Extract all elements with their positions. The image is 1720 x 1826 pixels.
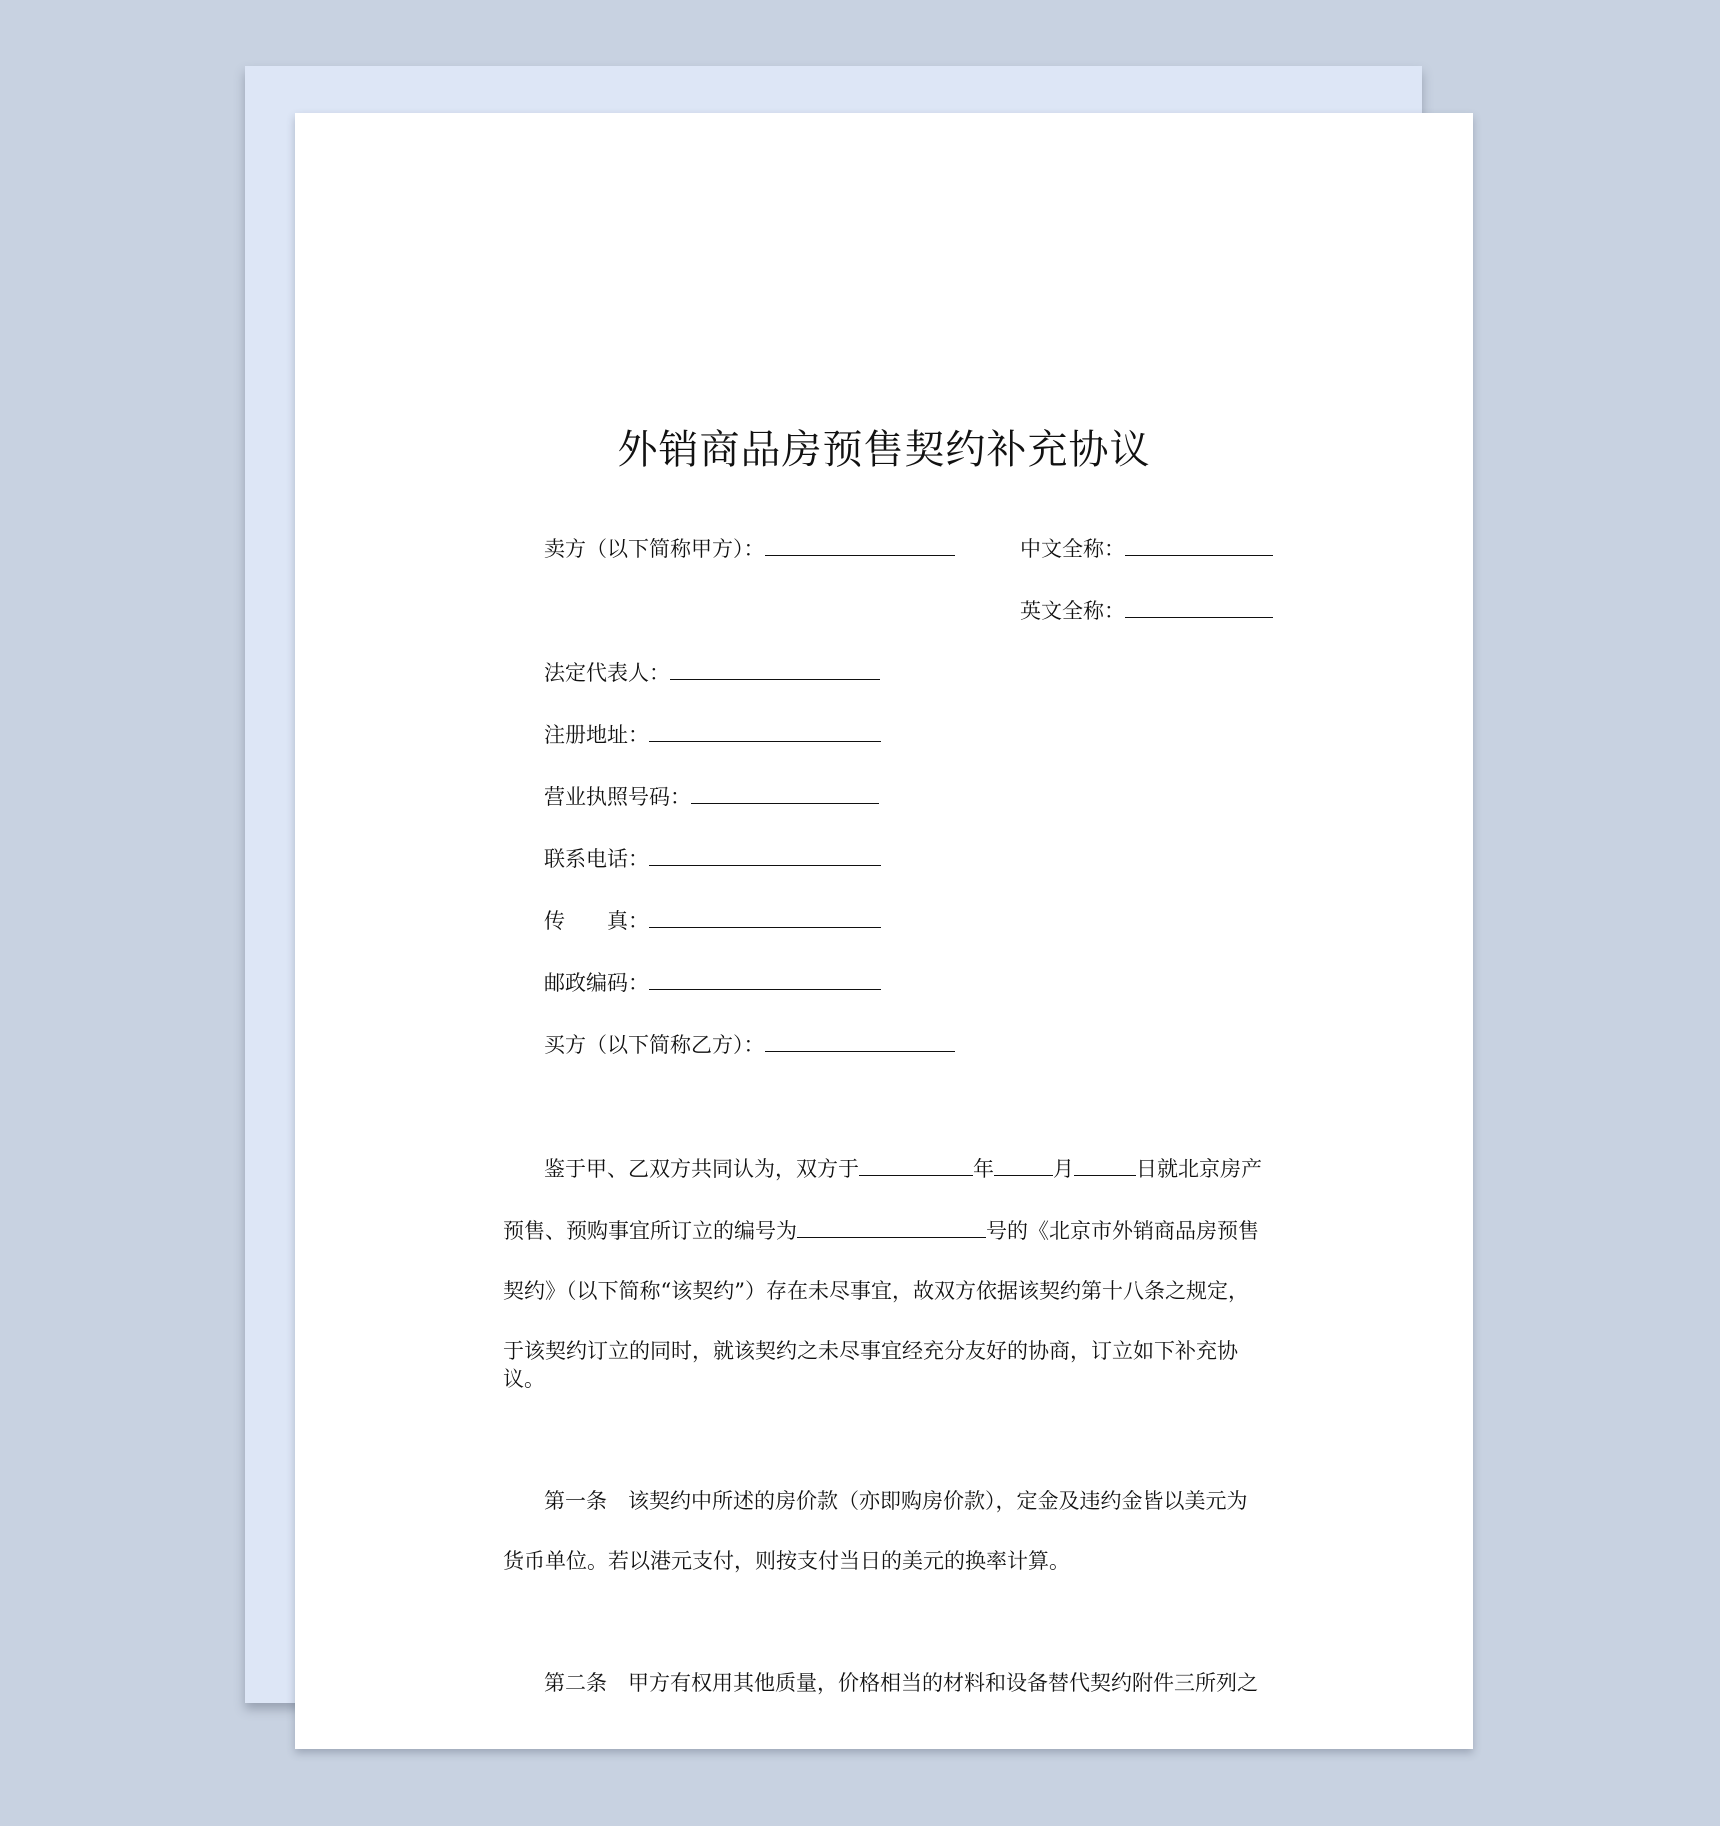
cn-name-label: 中文全称：: [1020, 537, 1125, 561]
spacer: [503, 1091, 1273, 1153]
preamble-line-2: [503, 1215, 1273, 1245]
license-label: 营业执照号码：: [544, 785, 691, 809]
license-field: [503, 781, 1273, 811]
cn-name-field: [1020, 533, 1273, 563]
en-name-field: [1020, 595, 1273, 625]
phone-label: 联系电话：: [544, 847, 649, 871]
seller-field: [503, 533, 955, 563]
spacer: [503, 1607, 1273, 1669]
seller-blank[interactable]: [765, 533, 955, 556]
phone-blank[interactable]: [649, 843, 881, 866]
legal-rep-blank[interactable]: [670, 657, 880, 680]
preamble-line-3: 契约》（以下简称“该契约”）存在未尽事宜，故双方依据该契约第十八条之规定，: [503, 1279, 1249, 1303]
year-blank[interactable]: [859, 1153, 973, 1176]
preamble-text: 预售、预购事宜所订立的编号为: [503, 1219, 797, 1243]
contract-number-blank[interactable]: [797, 1215, 986, 1238]
document-body: [503, 533, 1273, 1729]
fax-blank[interactable]: [649, 905, 881, 928]
postcode-blank[interactable]: [649, 967, 881, 990]
document-page: [295, 113, 1473, 1749]
seller-label: 卖方（以下简称甲方）：: [544, 537, 765, 561]
seller-row: [503, 533, 1273, 563]
legal-rep-field: [503, 657, 1273, 687]
cn-name-blank[interactable]: [1125, 533, 1273, 556]
buyer-label: 买方（以下简称乙方）：: [544, 1033, 765, 1057]
buyer-field: [503, 1029, 1273, 1059]
preamble-line-4: 于该契约订立的同时，就该契约之未尽事宜经充分友好的协商，订立如下补充协议。: [503, 1339, 1238, 1391]
fax-field: [503, 905, 1273, 935]
license-blank[interactable]: [691, 781, 879, 804]
day-blank[interactable]: [1074, 1153, 1136, 1176]
address-blank[interactable]: [649, 719, 881, 742]
address-label: 注册地址：: [544, 723, 649, 747]
document-title: 外销商品房预售契约补充协议: [617, 427, 1151, 473]
article-2-line-1: 第二条 甲方有权用其他质量，价格相当的材料和设备替代契约附件三所列之: [544, 1671, 1258, 1695]
buyer-blank[interactable]: [765, 1029, 955, 1052]
article-1-line-1: 第一条 该契约中所述的房价款（亦即购房价款），定金及违约金皆以美元为: [544, 1489, 1248, 1513]
preamble-line-1: [503, 1153, 1273, 1183]
preamble-text: 号的《北京市外销商品房预售: [986, 1219, 1259, 1243]
postcode-label: 邮政编码：: [544, 971, 649, 995]
preamble-text: 日就北京房产: [1136, 1157, 1262, 1181]
fax-label: 传 真：: [544, 909, 649, 933]
preamble-text: 鉴于甲、乙双方共同认为，双方于: [544, 1157, 859, 1181]
en-name-label: 英文全称：: [1020, 599, 1125, 623]
address-field: [503, 719, 1273, 749]
spacer: [503, 1425, 1273, 1487]
legal-rep-label: 法定代表人：: [544, 661, 670, 685]
year-label: 年: [973, 1157, 994, 1181]
month-label: 月: [1053, 1157, 1074, 1181]
en-name-blank[interactable]: [1125, 595, 1273, 618]
month-blank[interactable]: [994, 1153, 1053, 1176]
article-1-line-2: 货币单位。若以港元支付，则按支付当日的美元的换率计算。: [503, 1549, 1070, 1573]
phone-field: [503, 843, 1273, 873]
postcode-field: [503, 967, 1273, 997]
en-name-row: [503, 595, 1273, 625]
